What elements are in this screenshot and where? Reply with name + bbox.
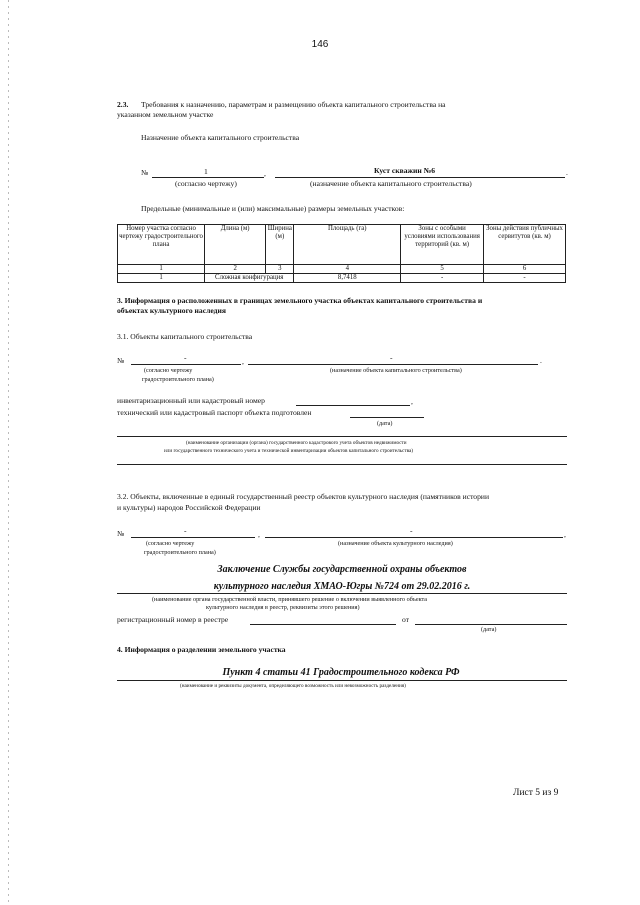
section-3-heading-line1: 3. Информация о расположенных в границах земельного участка объектах капитального строительства и [117,296,483,305]
caption-gradplan: градостроительного плана) [142,376,214,383]
number-sign: № [117,356,125,365]
caption-per-drawing: (согласно чертежу [144,367,193,374]
technical-passport-label: технический или кадастровый паспорт объекта подготовлен [117,408,312,417]
section-2-3-text-line1: Требования к назначению, параметрам и размещению объекта капитального строительства на [141,100,446,109]
table-numbering-row [118,265,566,274]
object-number-underline [131,364,241,365]
table-cell: 4 [294,265,401,274]
division-document-underline [117,680,567,681]
table-header-row [118,225,566,265]
plot-number-value: 1 [204,167,208,176]
caption-organization-line1: (наименование организации (органа) государственного кадастрового учета объектов недвижимости [186,440,407,446]
section-3-1-heading: 3.1. Объекты капитального строительства [117,332,253,341]
table-cell: 1 [118,274,205,283]
caption-gradplan: градостроительного плана) [144,549,216,556]
number-sign: № [117,529,125,538]
table-cell: 5 [401,265,484,274]
caption-decision-line1: (наименование органа государственной власти, принявшего решение о включении выявленного объекта [152,596,428,603]
caption-purpose: (назначение объекта капитального строительства) [310,179,472,188]
plot-size-table [117,224,566,283]
caption-heritage-purpose: (назначение объекта культурного наследия) [338,540,453,547]
table-cell: - [484,274,566,283]
conclusion-line1: Заключение Службы государственной охраны объектов [217,564,467,575]
caption-organization-line2: или государственного технического учета и технической инвентаризации объектов капитального строительства) [164,448,413,454]
caption-decision-line2: культурного наследия в реестр, реквизиты этого решения) [206,604,360,611]
section-4-heading: 4. Информация о разделении земельного участка [117,645,286,654]
caption-per-drawing: (согласно чертежу [146,540,195,547]
registry-date-underline [415,624,567,625]
organization-underline-2 [117,464,567,465]
section-2-3-number: 2.3. [117,100,129,109]
caption-per-drawing: (согласно чертежу) [175,179,237,188]
registry-from-label: от [402,615,410,624]
page-number: 146 [311,39,329,50]
period: . [566,168,568,177]
plot-number-underline [152,177,264,178]
caption-division-document: (наименование и реквизиты документа, определяющего возможность или невозможность разделения) [180,683,406,689]
table-cell: 6 [484,265,566,274]
section-3-2-heading-line1: 3.2. Объекты, включенные в единый государственный реестр объектов культурного наследия (памятников истории [117,492,490,501]
inventory-number-label: инвентаризационный или кадастровый номер [117,396,265,405]
section-2-3-text-line2: указанном земельном участке [117,110,214,119]
sheet-number: Лист 5 из 9 [513,788,559,798]
header-easement-zones: Зоны действия публичных сервитутов (кв. м) [484,225,566,265]
purpose-value: Куст скважин №6 [374,166,436,175]
dash-placeholder: - [410,526,413,535]
passport-date-underline [350,417,424,418]
header-length: Длина (м) [205,225,266,265]
section-3-heading-line2: объектах культурного наследия [117,306,226,315]
comma-separator: , [242,357,244,366]
header-special-zones: Зоны с особыми условиями использования территорий (кв. м) [401,225,484,265]
number-sign: № [141,168,149,177]
dash-placeholder: - [184,526,187,535]
purpose-label: Назначение объекта капитального строительства [141,133,300,142]
caption-date: (дата) [481,626,497,633]
heritage-purpose-underline [265,537,563,538]
conclusion-underline [117,593,567,594]
header-area: Площадь (га) [294,225,401,265]
registry-number-underline [250,624,396,625]
period: . [540,356,542,365]
heritage-number-underline [131,537,255,538]
object-purpose-underline [248,364,538,365]
comma-separator: , [564,530,566,539]
plot-size-limits-label: Предельные (минимальные и (или) максимальные) размеры земельных участков: [141,204,405,213]
registry-number-label: регистрационный номер в реестре [117,615,229,624]
scan-edge [8,0,9,905]
header-plot-number: Номер участка согласно чертежу градостроительного плана [118,225,205,265]
table-cell: 1 [118,265,205,274]
section-3-2-heading-line2: и культуры) народов Российской Федерации [117,503,261,512]
purpose-underline [275,177,565,178]
division-document-value: Пункт 4 статьи 41 Градостроительного кодекса РФ [222,667,460,678]
dash-placeholder: - [184,353,187,362]
table-cell: 3 [266,265,294,274]
table-cell: 2 [205,265,266,274]
dash-placeholder: - [390,353,393,362]
header-width: Ширина (м) [266,225,294,265]
table-cell: Сложная конфигурация [205,274,294,283]
comma-separator: , [264,169,266,178]
caption-object-purpose: (назначение объекта капитального строительства) [330,367,462,374]
table-row [118,274,566,283]
organization-underline [117,436,567,437]
conclusion-line2: культурного наследия ХМАО-Югры №724 от 29.02.2016 г. [213,581,471,592]
caption-date: (дата) [377,420,393,427]
comma-separator: , [258,530,260,539]
table-cell: 8,7418 [294,274,401,283]
inventory-number-underline [296,405,410,406]
table-cell: - [401,274,484,283]
comma-separator: , [411,397,413,406]
